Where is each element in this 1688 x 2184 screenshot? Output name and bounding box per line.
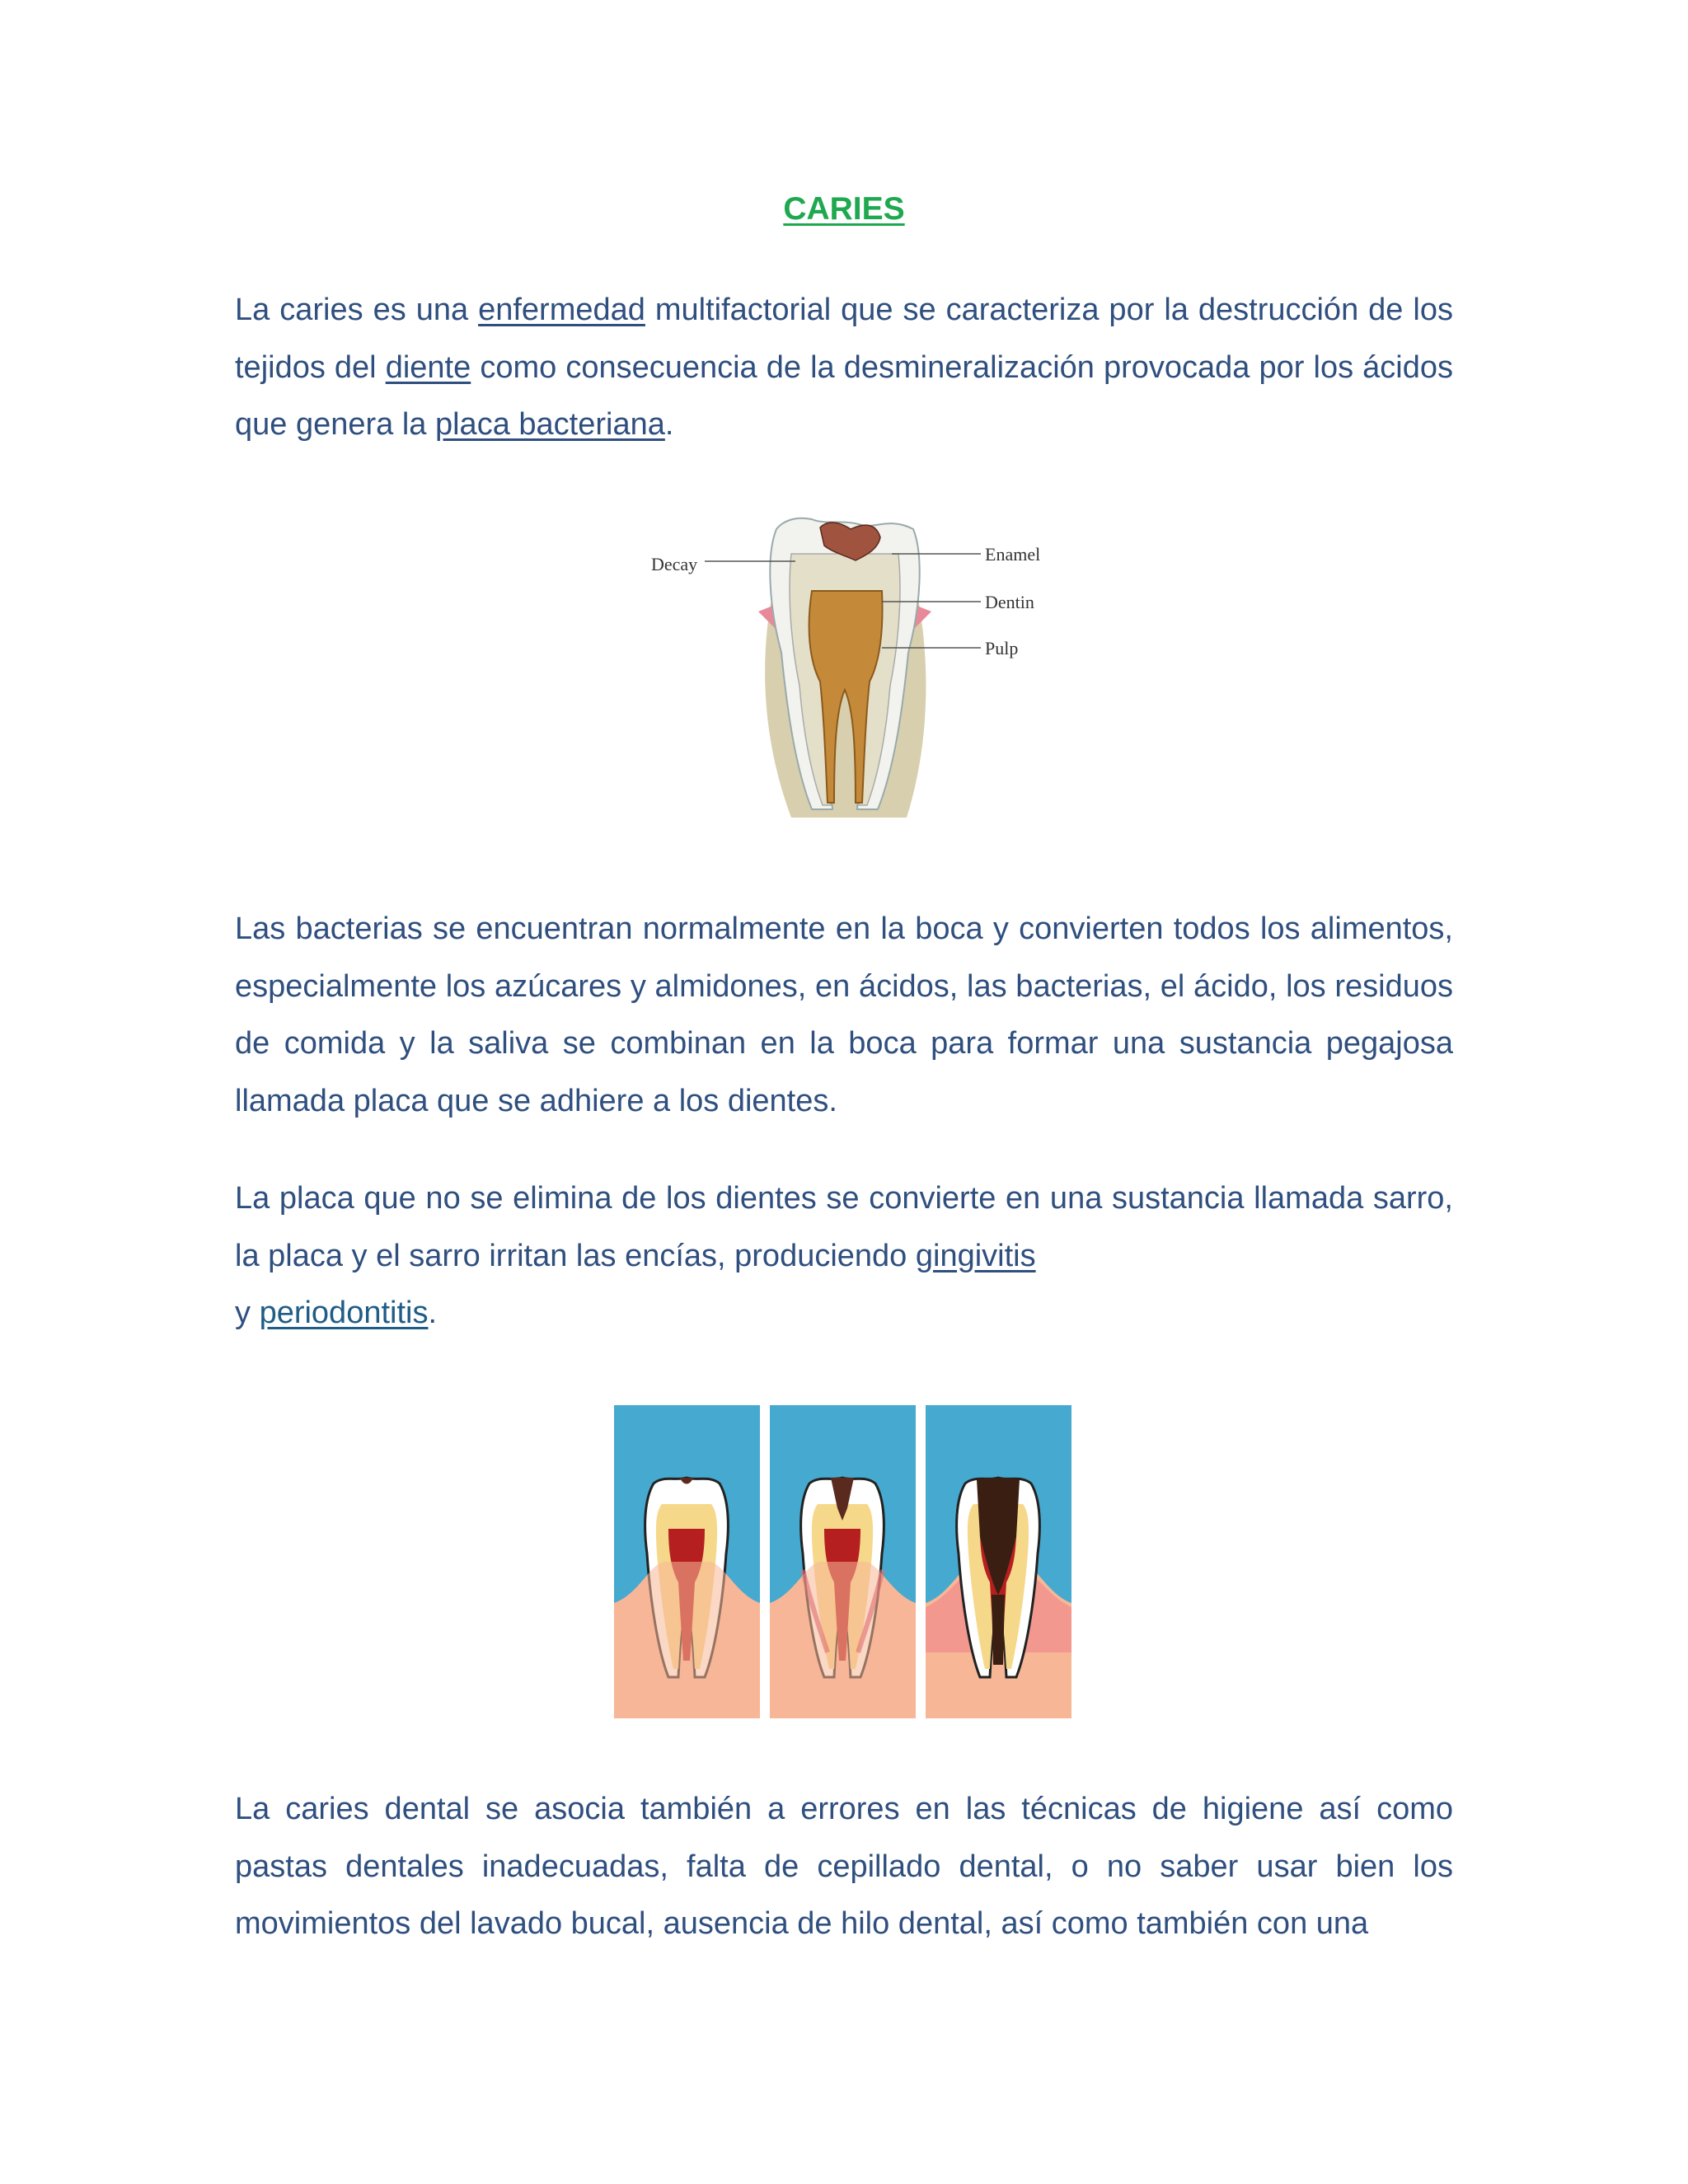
stage-panel-3 <box>926 1405 1071 1718</box>
intro-paragraph <box>235 282 1453 454</box>
label-dentin: Dentin <box>985 592 1034 612</box>
stage-panel-1 <box>614 1405 760 1718</box>
label-pulp: Pulp <box>985 638 1019 658</box>
text-span: La caries es una <box>235 293 479 327</box>
caries-stages-figure <box>614 1405 1071 1718</box>
text-span: multifactorial que se caracteriza por la destrucción de los tejidos del <box>235 293 1453 385</box>
hygiene-paragraph: La caries dental se asocia también a errores en las técnicas de higiene así como pastas dentales inadecuadas, falta de cepillado dental, o no saber usar bien los movimientos del lavado bucal, ausencia de hilo dental, así como también con una <box>235 1792 1453 1941</box>
text-span: . <box>664 407 674 442</box>
label-enamel: Enamel <box>985 544 1041 565</box>
tooth-anatomy-figure <box>635 504 1055 841</box>
text-span: y <box>235 1296 260 1330</box>
text-span: La placa que no se elimina de los dientes se convierte en una sustancia llamada sarro, la placa y el sarro irritan las encías, produciendo <box>235 1181 1453 1273</box>
link-gingivitis[interactable]: gingivitis <box>915 1238 1036 1273</box>
label-decay: Decay <box>651 554 698 574</box>
link-enfermedad[interactable]: enfermedad <box>478 293 645 327</box>
text-span: . <box>428 1296 438 1330</box>
bacteria-paragraph: Las bacterias se encuentran normalmente en la boca y convierten todos los alimentos, especialmente los azúcares y almidones, en ácidos, las bacterias, el ácido, los residuos de comida y la saliva se combinan en la boca para formar una sustancia pegajosa llamada placa que se adhiere a los dientes. <box>235 912 1453 1118</box>
stage-panel-2 <box>770 1405 916 1718</box>
plaque-paragraph <box>235 1170 1453 1343</box>
link-periodontitis[interactable]: periodontitis <box>259 1296 429 1330</box>
link-placa-bacteriana[interactable]: placa bacteriana <box>434 407 665 442</box>
text-span: como consecuencia de la desmineralización provocada por los ácidos que genera la <box>235 349 1453 442</box>
page-title: CARIES <box>783 191 905 227</box>
link-diente[interactable]: diente <box>385 349 471 385</box>
